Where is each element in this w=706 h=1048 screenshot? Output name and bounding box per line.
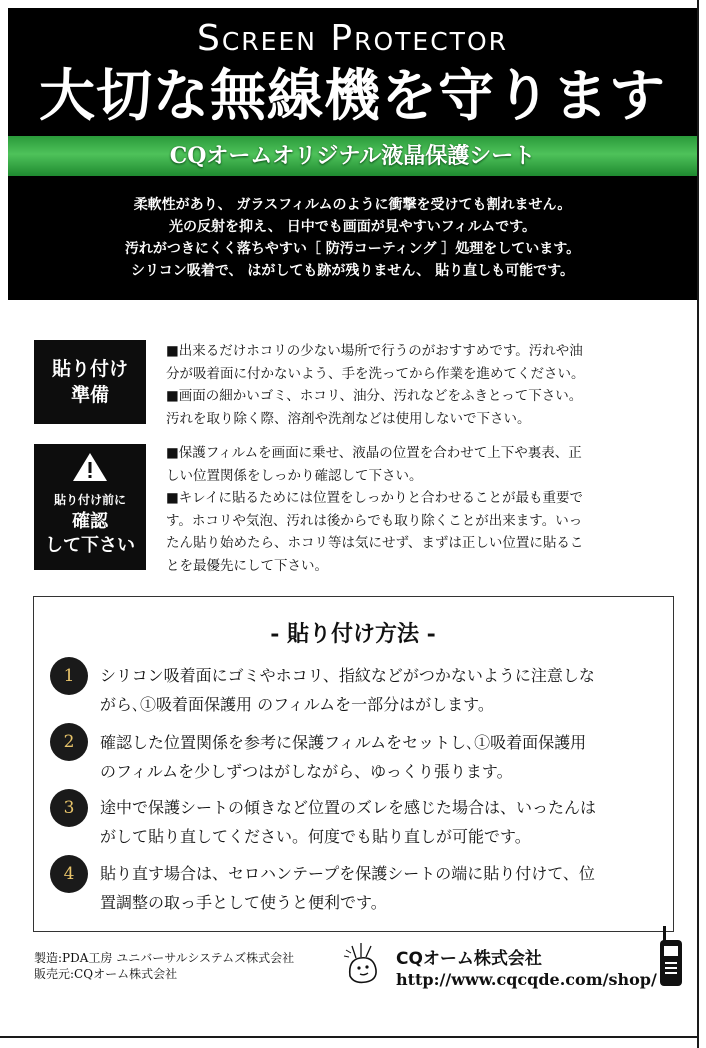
method-title: - 貼り付け方法 -	[270, 621, 436, 647]
step-text	[100, 728, 660, 786]
preparation-label-line: 貼り付け	[51, 358, 128, 380]
subtitle: CQオームオリジナル液晶保護シート	[169, 143, 536, 169]
step-number-circle: 4	[50, 855, 88, 893]
text-line: す。ホコリや気泡、汚れは後からでも取り除くことが出来ます。いっ	[166, 512, 583, 529]
check-label-box	[34, 444, 146, 570]
text-line: 汚れを取り除く際、溶剤や洗剤などは使用しないで下さい。	[166, 410, 531, 427]
step-line: がして貼り直してください。何度でも貼り直しが可能です。	[100, 827, 531, 846]
step-line: がら､①吸着面保護用 のフィルムを一部分はがします。	[100, 695, 494, 714]
headline: 大切な無線機を守ります	[39, 63, 666, 129]
brand-title: Screen Protector	[196, 18, 508, 59]
shop-url[interactable]: http://www.cqcqde.com/shop/	[396, 970, 657, 989]
feature-list	[8, 194, 697, 282]
handheld-radio-icon	[656, 924, 686, 988]
step-line: 置調整の取っ手として使うと便利です。	[100, 893, 387, 912]
check-text	[166, 442, 642, 577]
feature-line: 柔軟性があり、 ガラスフィルムのように衝撃を受けても割れません。	[133, 197, 572, 213]
feature-line: 光の反射を抑え、 日中でも画面が見やすいフィルムです。	[169, 219, 536, 235]
step-line: 貼り直す場合は、セロハンテープを保護シートの端に貼り付けて、位	[100, 864, 595, 883]
subtitle-band	[8, 136, 697, 176]
seller-text: 販売元:CQオーム株式会社	[34, 967, 178, 981]
warning-triangle-icon	[72, 452, 108, 482]
check-label-small: 貼り付け前に	[53, 493, 126, 507]
check-label-line: して下さい	[45, 535, 135, 556]
step-text	[100, 661, 660, 719]
text-line: しい位置関係をしっかり確認して下さい。	[166, 467, 423, 484]
preparation-label-line: 準備	[70, 384, 109, 406]
feature-line: シリコン吸着で、 はがしても跡が残りません、 貼り直しも可能です。	[131, 263, 574, 279]
step-text	[100, 859, 660, 917]
step-line: シリコン吸着面にゴミやホコリ、指紋などがつかないように注意しな	[100, 666, 595, 685]
step-number-circle: 3	[50, 789, 88, 827]
step-line: 途中で保護シートの傾きなど位置のズレを感じた場合は、いったんは	[100, 798, 597, 817]
mascot-icon	[342, 940, 382, 986]
text-line: 分が吸着面に付かないよう、手を洗ってから作業を進めてください。	[166, 365, 585, 382]
frame-border-right	[697, 0, 699, 1048]
frame-border-bottom	[0, 1036, 699, 1038]
step-number-circle: 1	[50, 657, 88, 695]
text-line: ■キレイに貼るためには位置をしっかりと合わせることが最も重要で	[166, 490, 583, 506]
text-line: とを最優先にして下さい。	[166, 557, 328, 574]
step-text	[100, 793, 660, 851]
step-line: 確認した位置関係を参考に保護フィルムをセットし､①吸着面保護用	[100, 733, 587, 752]
text-line: たん貼り始めたら、ホコリ等は気にせず、まずは正しい位置に貼るこ	[166, 535, 584, 551]
feature-line: 汚れがつきにくく落ちやすい［ 防汚コーティング ］処理をしています。	[124, 241, 581, 257]
check-label-line: 確認	[72, 511, 108, 532]
header-panel	[8, 8, 697, 300]
preparation-text	[166, 340, 642, 430]
text-line: ■画面の細かいゴミ、ホコリ、油分、汚れなどをふきとって下さい。	[166, 388, 583, 404]
step-number-circle: 2	[50, 723, 88, 761]
method-box	[33, 596, 674, 932]
company-name: CQオーム株式会社	[396, 949, 542, 969]
text-line: ■保護フィルムを画面に乗せ、液晶の位置を合わせて上下や裏表、正	[166, 445, 582, 461]
text-line: ■出来るだけホコリの少ない場所で行うのがおすすめです。汚れや油	[166, 343, 583, 359]
step-line: のフィルムを少しずつはがしながら、ゆっくり張ります。	[100, 762, 513, 781]
maker-text: 製造:PDA工房 ユニバーサルシステムズ株式会社	[34, 951, 295, 965]
footer-credits	[34, 950, 294, 982]
preparation-label-box	[34, 340, 146, 424]
